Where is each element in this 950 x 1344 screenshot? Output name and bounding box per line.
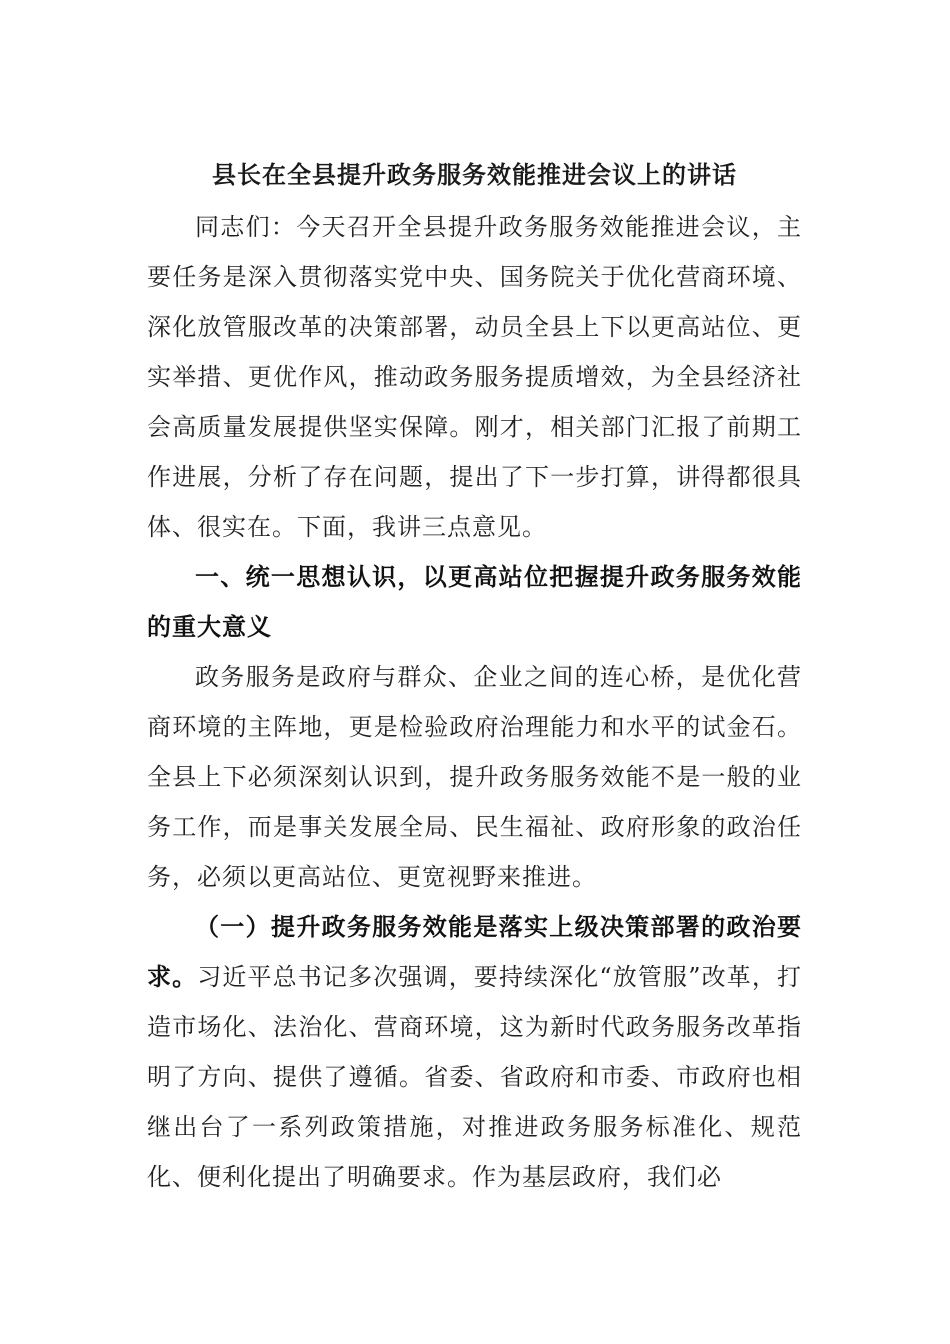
- subsection-1-paragraph: [147, 902, 802, 1202]
- opening-paragraph: 同志们：今天召开全县提升政务服务效能推进会议，主要任务是深入贯彻落实党中央、国务院关于优化营商环境、深化放管服改革的决策部署，动员全县上下以更高站位、更实举措、更优作风，推动政务服务提质增效，为全县经济社会高质量发展提供坚实保障。刚才，相关部门汇报了前期工作进展，分析了存在问题，提出了下一步打算，讲得都很具体、很实在。下面，我讲三点意见。: [147, 213, 802, 541]
- subsection-1-heading: （一）提升政务服务效能是落实上级决策部署的政治要求。: [147, 913, 802, 991]
- page-title: 县长在全县提升政务服务效能推进会议上的讲话: [212, 161, 737, 189]
- subsection-1-text: 习近平总书记多次强调，要持续深化“放管服”改革，打造市场化、法治化、营商环境，这为新时代政务服务改革指明了方向、提供了遵循。省委、省政府和市委、市政府也相继出台了一系列政策措施，对推进政务服务标准化、规范化、便利化提出了明确要求。作为基层政府，我们必: [147, 963, 802, 1191]
- section-heading-1: 一、统一思想认识，以更高站位把握提升政务服务效能的重大意义: [147, 563, 802, 641]
- section-1-paragraph: 政务服务是政府与群众、企业之间的连心桥，是优化营商环境的主阵地，更是检验政府治理能力和水平的试金石。全县上下必须深刻认识到，提升政务服务效能不是一般的业务工作，而是事关发展全局、民生福祉、政府形象的政治任务，必须以更高站位、更宽视野来推进。: [147, 663, 802, 891]
- document-body: [147, 150, 802, 1202]
